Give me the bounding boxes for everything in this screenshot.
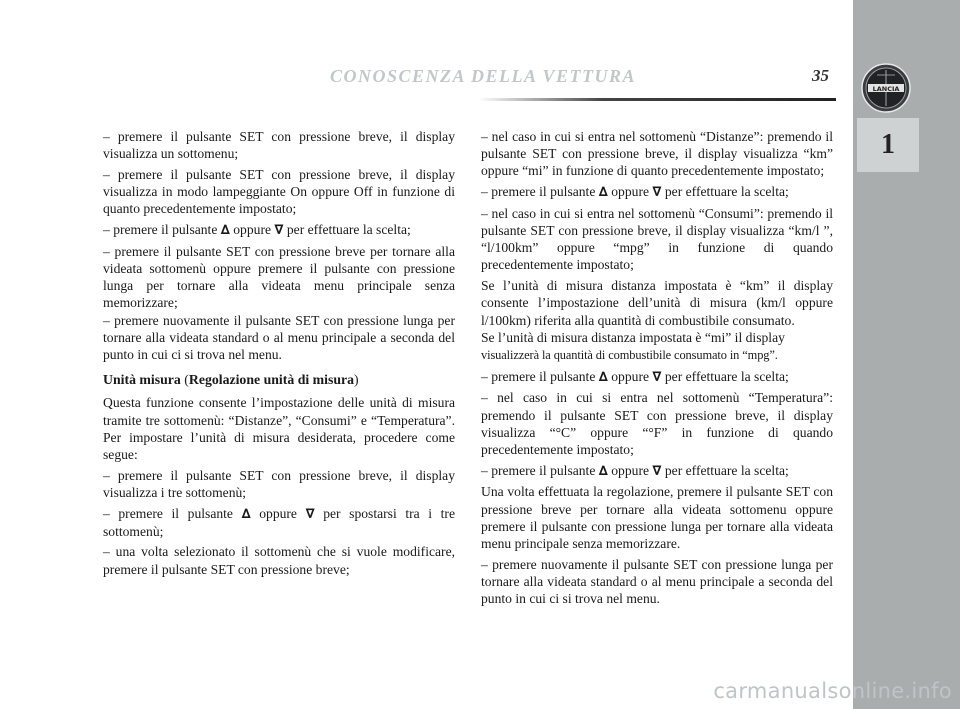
paragraph-text: oppure <box>611 368 649 384</box>
page-number: 35 <box>812 66 829 85</box>
paragraph-text: – premere il pulsante <box>103 505 233 521</box>
paragraph: – una volta selezionato il sottomenù che si vuole modificare, premere il pulsante SET con pressione breve; <box>103 544 455 577</box>
paragraph <box>481 329 833 364</box>
paragraph: – nel caso in cui si entra nel sottomenù “Distanze”: premendo il pulsante SET con pressione breve, il display visualizza “km” oppure “mi” in funzione di quanto precedentemente impostato; <box>481 129 833 179</box>
section-heading <box>103 371 455 388</box>
paragraph: – premere il pulsante SET con pressione breve, il display visualizza in modo lampeggiante On oppure Off in funzione di quanto precedentemente impostato; <box>103 166 455 217</box>
paragraph: – premere nuovamente il pulsante SET con pressione lunga per tornare alla videata standard o al menu principale a seconda del punto in cui ci si trova nel menu. <box>481 556 833 607</box>
paragraph-text: oppure <box>233 222 271 238</box>
triangle-up-icon: ∆ <box>598 185 608 201</box>
paragraph-text: per effettuare la scelta; <box>664 462 789 478</box>
paragraph <box>481 368 833 386</box>
paragraph: Una volta effettuata la regolazione, premere il pulsante SET con pressione breve per tornare alla videata sottomenu oppure premere il pulsante con pressione lunga per tornare alla videata menu principale senza memorizzare. <box>481 484 833 551</box>
paragraph-text: per spostarsi tra i tre sottomenù; <box>103 505 455 539</box>
triangle-down-icon: ∇ <box>305 506 315 522</box>
heading-text: Regolazione unità di misura <box>188 372 355 388</box>
paragraph: – premere nuovamente il pulsante SET con pressione lunga per tornare alla videata standard o al menu principale a seconda del punto in cui ci si trova nel menu. <box>103 312 455 362</box>
paragraph <box>103 505 455 540</box>
lancia-logo-icon <box>860 62 912 114</box>
paragraph: – premere il pulsante SET con pressione breve, il display visualizza un sottomenu; <box>103 129 455 162</box>
chapter-number: 1 <box>857 118 919 172</box>
paragraph: – nel caso in cui si entra nel sottomenù “Temperatura”: premendo il pulsante SET con pressione breve, il display visualizza “°C” oppure “°F” in funzione di quando precedentemente impostato; <box>481 390 833 457</box>
right-column <box>481 128 833 611</box>
heading-bracket: ) <box>354 372 359 388</box>
paragraph <box>481 462 833 480</box>
triangle-down-icon: ∇ <box>652 185 662 201</box>
left-column <box>103 128 455 581</box>
triangle-up-icon: ∆ <box>598 463 608 479</box>
paragraph: – nel caso in cui si entra nel sottomenù “Consumi”: premendo il pulsante SET con pressione breve, il display visualizza “km/l ”, “l/100km” oppure “mpg” in funzione di quando precedentemente impostato; <box>481 205 833 273</box>
paragraph-text: oppure <box>611 184 649 200</box>
paragraph: – premere il pulsante SET con pressione breve, il display visualizza i tre sottomenù; <box>103 467 455 500</box>
paragraph: Se l’unità di misura distanza impostata è “km” il display consente l’impostazione dell’unità di misura (km/l oppure l/100km) riferita alla quantità di combustibile consumato. <box>481 278 833 328</box>
triangle-down-icon: ∇ <box>274 223 284 239</box>
paragraph-text: – premere il pulsante <box>481 184 596 200</box>
watermark: carmanualsonline.info <box>713 679 952 703</box>
heading-text: Unità misura <box>103 372 181 388</box>
running-header-title: CONOSCENZA DELLA VETTURA <box>330 66 637 86</box>
paragraph-text: – premere il pulsante <box>481 462 596 478</box>
header-rule <box>478 98 836 101</box>
paragraph: – premere il pulsante SET con pressione breve per tornare alla videata sottomenù oppure premere il pulsante con pressione lunga per tornare alla videata menu principale senza memorizzare; <box>103 243 455 311</box>
logo-text: LANCIA <box>872 85 900 93</box>
triangle-down-icon: ∇ <box>652 369 662 385</box>
paragraph: Questa funzione consente l’impostazione delle unità di misura tramite tre sottomenù: “Distanze”, “Consumi” e “Temperatura”. Per impostare l’unità di misura desiderata, procedere come segue: <box>103 395 455 462</box>
paragraph <box>103 221 455 239</box>
paragraph <box>481 183 833 201</box>
triangle-up-icon: ∆ <box>241 506 251 522</box>
triangle-up-icon: ∆ <box>220 223 230 239</box>
paragraph-text: – premere il pulsante <box>103 222 218 238</box>
paragraph-text: per effettuare la scelta; <box>664 368 789 384</box>
heading-bracket: ( <box>180 372 189 388</box>
triangle-up-icon: ∆ <box>598 369 608 385</box>
paragraph-text: – premere il pulsante <box>481 368 596 384</box>
paragraph-text: visualizzerà la quantità di combustibile consumato in “mpg”. <box>481 347 778 362</box>
paragraph-text: Se l’unità di misura distanza impostata è “mi” il display <box>481 329 785 345</box>
paragraph-text: per effettuare la scelta; <box>664 184 789 200</box>
triangle-down-icon: ∇ <box>652 463 662 479</box>
paragraph-text: per effettuare la scelta; <box>286 222 411 238</box>
paragraph-text: oppure <box>611 462 649 478</box>
paragraph-text: oppure <box>259 505 297 521</box>
